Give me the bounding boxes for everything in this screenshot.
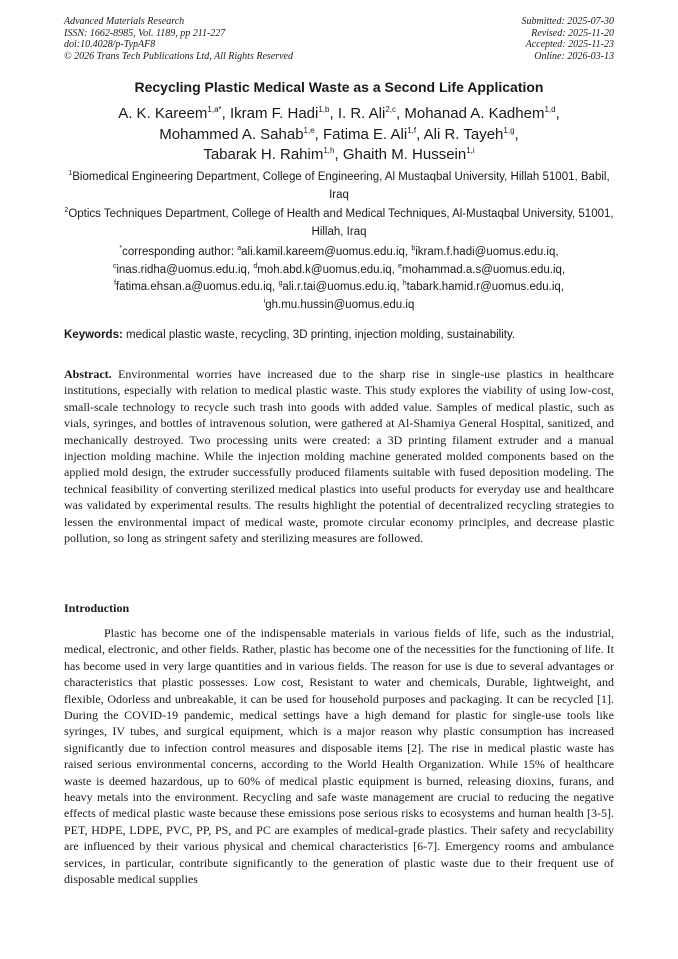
journal-name: Advanced Materials Research [64, 16, 185, 27]
journal-issn: ISSN: 1662-8985, Vol. 1189, pp 211-227 [64, 27, 226, 39]
publication-dates [522, 16, 615, 62]
email[interactable]: $^a$ali.kamil.kareem@uomus.edu.iq [237, 245, 405, 258]
author: I. R. Ali$^{2,c}$, [337, 105, 405, 122]
author: Mohanad A. Kadhem$^{1,d}$, [404, 105, 560, 122]
email[interactable]: $^d$moh.abd.k@uomus.edu.iq [253, 262, 392, 276]
abstract-label: Abstract. [64, 367, 112, 381]
affiliation-2: $^2$Optics Techniques Department, College of Health and Medical Techniques, Al-Mustaqbal University, 51001, Hillah, Iraq [64, 207, 614, 238]
journal-copyright: © 2026 Trans Tech Publications Ltd, All Rights Reserved [64, 50, 293, 62]
abstract [64, 366, 614, 546]
introduction-paragraph: Plastic has become one of the indispensable materials in various fields of life, such as the industrial, medical, electronic, and other fields. Rather, plastic has become one of the necessities for the functioning of life. It has become used in very large quantities and in various fields. The reason for use is due to several advantages or characteristics that plastic possesses. Low cost, Resistant to water and chemicals, Durable, lightweight, and flexible, Odorless and unbreakable, it can be used for household purposes and packaging. It can be recycled [1]. During the COVID-19 pandemic, medical settings have a high demand for plastic for single-use tools like syringes, IV tubes, and surgical equipment, which is a major reason why plastic consumption has increased significantly due to infection control measures and disposable items [2]. The rise in medical plastic waste has raised serious environmental concerns, according to the World Health Organization. While 15% of healthcare waste is deemed hazardous, up to 60% of medical plastic equipment is burned, releasing dioxins, furans, and heavy metals into the environment. Recycling and safe waste management are crucial to reducing the negative effects of medical plastic waste because these emissions pose serious risks to ecosystems and human health [3-5]. PET, HDPE, LDPE, PVC, PP, PS, and PC are examples of medical-grade plastics. Their safety and recyclability are influenced by their various physical and chemical characteristics [6-7]. Emergency rooms and ambulance services, in particular, contribute significantly to the generation of plastic waste due to their frequent use of disposable medical supplies [64, 626, 614, 887]
date-revised: Revised: 2025-11-20 [531, 27, 614, 39]
keywords [64, 329, 614, 341]
author-list [64, 104, 614, 166]
journal-info [64, 16, 293, 62]
email[interactable]: $^e$mohammad.a.s@uomus.edu.iq [398, 262, 562, 276]
email[interactable]: $^g$ali.r.tai@uomus.edu.iq [278, 280, 397, 293]
date-accepted: Accepted: 2025-11-23 [525, 39, 614, 50]
email[interactable]: $^f$fatima.ehsan.a@uomus.edu.iq [113, 280, 273, 293]
author: Mohammed A. Sahab$^{1,e}$, [159, 125, 324, 143]
abstract-text: Environmental worries have increased due to the sharp rise in single-use plastics in healthcare institutions, especially with relation to medical plastic waste. This study explores the viability of using low-cost, small-scale technology to recycle such trash into goods with added value. Samples of medical plastic, such as vials, syringes, and bottles of intravenous solution, were gathered at Al-Shamiya General Hospital, sanitized, and mechanically destroyed. Two processing units were created: a 3D printing filament extruder and a manual injection molding machine. While the injection molding machine generated molded components based on the applied mold design, the extruder successfully produced filaments suitable with fused deposition modeling. The technical feasibility of converting sterilized medical plastics into useful products for everyday use and healthcare was validated by experimental results. The results highlight the potential of decentralized recycling strategies to lessen the environmental impact of medical waste, promote circular economy principles, and decrease plastic pollution, so long as stringent safety and sterilizing measures are followed. [64, 367, 614, 546]
author: Fatima E. Ali$^{1,f}$, [323, 125, 424, 143]
affiliation-1: $^1$Biomedical Engineering Department, College of Engineering, Al Mustaqbal University, Hillah 51001, Babil, Iraq [68, 170, 610, 201]
journal-header [64, 16, 614, 62]
author: A. K. Kareem$^{1,a*}$, [118, 105, 230, 122]
email[interactable]: $^h$tabark.hamid.r@uomus.edu.iq [402, 280, 561, 293]
email[interactable]: $^c$inas.ridha@uomus.edu.iq [112, 262, 247, 276]
author: Ali R. Tayeh$^{1,g}$, [423, 125, 519, 143]
keywords-label: Keywords: [64, 329, 123, 341]
author: Ghaith M. Hussein$^{1,i}$ [342, 146, 475, 163]
corresponding-authors: *corresponding author: $^a$ali.kamil.kareem@uomus.edu.iq, $^b$ikram.f.hadi@uomus.edu.iq, $^c$inas.ridha@uomus.edu.iq, $^d$moh.abd.k@uomus.edu.iq, $^e$mohammad.a.s@uomus.edu.iq, $^f$fatima.ehsan.a@uomus.edu.iq, $^g$ali.r.tai@uomus.edu.iq, $^h$tabark.hamid.r@uomus.edu.iq, $^i$gh.mu.hussin@uomus.edu.iq [112, 245, 566, 311]
section-heading-introduction: Introduction [64, 601, 130, 615]
email[interactable]: $^b$ikram.f.hadi@uomus.edu.iq [411, 245, 556, 258]
date-submitted: Submitted: 2025-07-30 [521, 16, 614, 27]
paper-title: Recycling Plastic Medical Waste as a Second Life Application [134, 79, 544, 95]
journal-doi: doi:10.4028/p-TypAF8 [64, 39, 156, 50]
author: Tabarak H. Rahim$^{1,h}$, [203, 146, 343, 163]
author: Ikram F. Hadi$^{1,b}$, [230, 105, 338, 122]
keywords-text: medical plastic waste, recycling, 3D printing, injection molding, sustainability. [122, 329, 516, 341]
date-online: Online: 2026-03-13 [534, 50, 614, 62]
email[interactable]: $^i$gh.mu.hussin@uomus.edu.iq [263, 297, 415, 311]
